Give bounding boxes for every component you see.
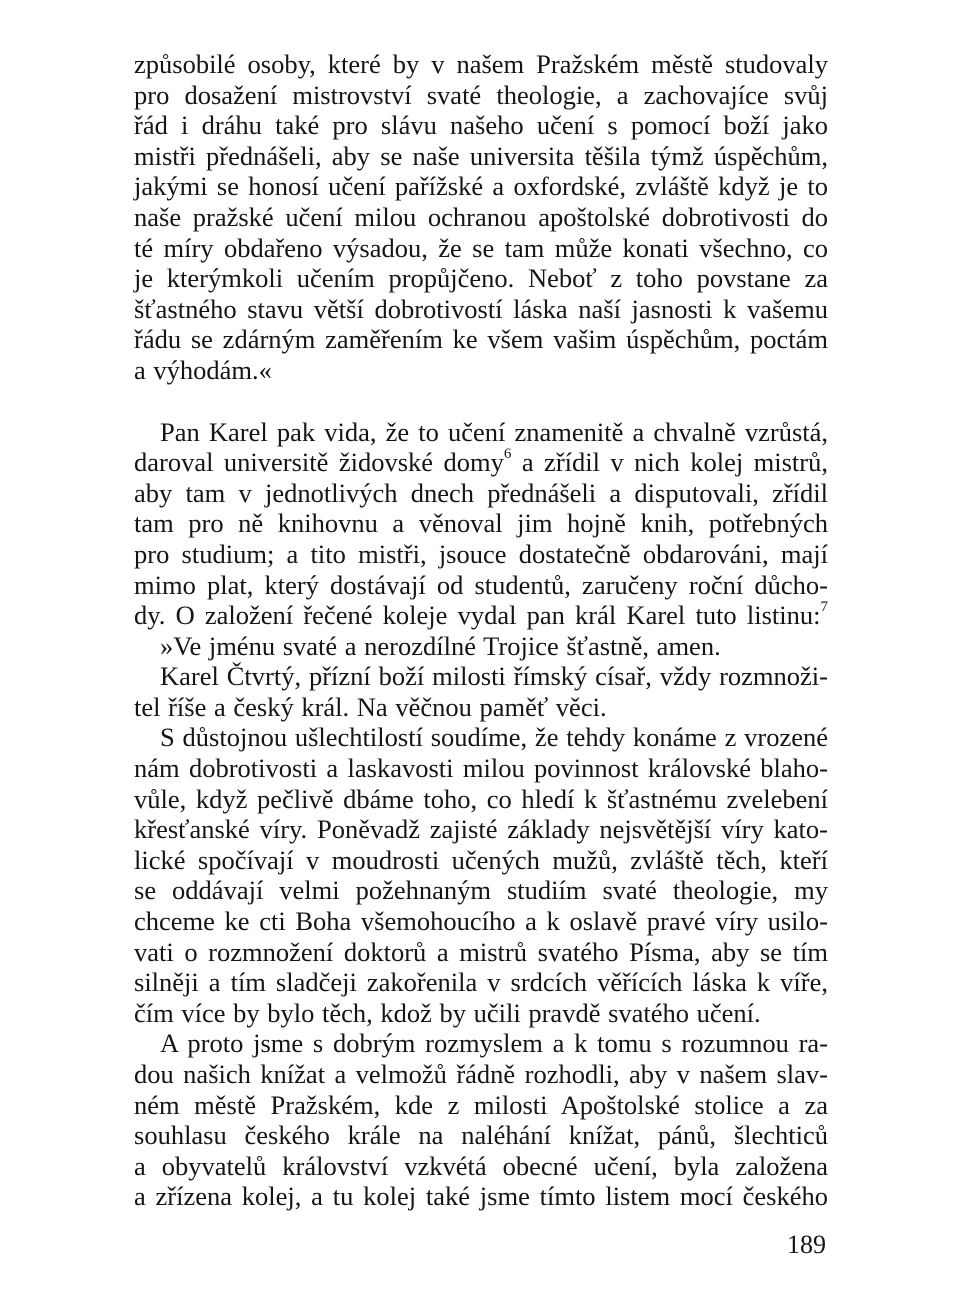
text-line: a výhodám.« xyxy=(134,354,272,385)
text-line: pro studium; a tito mistři, jsouce dostatečně obdarováni, mají xyxy=(134,538,828,569)
text-line: aby tam v jednotlivých dnech přednášeli a disputovali, zřídil xyxy=(134,477,828,508)
text-line: dou našich knížat a velmožů řádně rozhodli, aby v našem slav- xyxy=(134,1059,828,1089)
text-line xyxy=(134,447,828,478)
text-line: »Ve jménu svaté a nerozdílné Trojice šťastně, amen. xyxy=(160,630,721,661)
text-line: jakými se honosí učení pařížské a oxfordské, zvláště když je to xyxy=(134,171,828,202)
page-number: 189 xyxy=(787,1230,826,1259)
text-line: křesťanské víry. Poněvadž zajisté základy nejsvětější víry kato- xyxy=(134,814,828,845)
text-line: řádu se zdárným zaměřením ke všem vašim úspěchům, poctám xyxy=(134,324,828,355)
text-fragment: a zřídil v nich kolej mistrů, xyxy=(511,447,828,478)
text-line: naše pražské učení milou ochranou apoštolské dobrotivosti do xyxy=(134,201,828,232)
text-line: ném městě Pražském, kde z milosti Apoštolské stolice a za xyxy=(134,1089,828,1120)
text-line: řád i dráhu také pro slávu našeho učení s pomocí boží jako xyxy=(134,110,828,141)
text-line: silněji a tím sladčeji zakořenila v srdcích věřících láska k víře, xyxy=(134,967,828,998)
book-page-text xyxy=(134,49,828,1212)
text-line: čím více by bylo těch, kdož by učili pravdě svatého učení. xyxy=(134,997,761,1028)
text-line: je kterýmkoli učením propůjčeno. Neboť z toho povstane za xyxy=(134,263,828,294)
text-line: mimo plat, který dostávají od studentů, zaručeny roční důcho- xyxy=(134,569,828,600)
text-line: Karel Čtvrtý, přízní boží milosti římský císař, vždy rozmnoži- xyxy=(160,661,828,692)
text-line: tam pro ně knihovnu a věnoval jim hojně knih, potřebných xyxy=(134,508,828,539)
paragraph-4 xyxy=(134,661,828,722)
footnote-reference: 6 xyxy=(503,446,512,463)
text-fragment: dy. O založení řečené koleje vydal pan král Karel tuto listinu: xyxy=(134,600,821,631)
text-line: způsobilé osoby, které by v našem Pražském městě studovaly xyxy=(134,49,828,79)
text-line: A proto jsme s dobrým rozmyslem a k tomu s rozumnou ra- xyxy=(160,1028,828,1059)
text-line: a zřízena kolej, a tu kolej také jsme tímto listem mocí českého xyxy=(134,1181,828,1212)
text-line: vůle, když pečlivě dbáme toho, co hledí k šťastnému zvelebení xyxy=(134,783,828,814)
text-line: mistři přednášeli, aby se naše universita těšila týmž úspěchům, xyxy=(134,140,828,171)
text-line: nám dobrotivosti a laskavosti milou povinnost královské blaho- xyxy=(134,753,828,784)
text-line: a obyvatelů království vzkvétá obecné učení, byla založena xyxy=(134,1150,828,1181)
paragraph-6 xyxy=(134,1028,828,1212)
paragraph-3 xyxy=(134,631,828,662)
section-gap xyxy=(134,386,828,417)
text-line xyxy=(134,600,828,631)
text-fragment: daroval universitě židovské domy xyxy=(134,447,504,478)
text-line: tel říše a český král. Na věčnou paměť věci. xyxy=(134,691,607,722)
text-line: lické spočívají v moudrosti učených mužů, zvláště těch, kteří xyxy=(134,844,828,875)
paragraph-1 xyxy=(134,49,828,386)
text-line: pro dosažení mistrovství svaté theologie, a zachovajíce svůj xyxy=(134,79,828,110)
text-line: té míry obdařeno výsadou, že se tam může konati všechno, co xyxy=(134,232,828,263)
text-line: šťastného stavu větší dobrotivostí láska naší jasnosti k vašemu xyxy=(134,293,828,324)
footnote-reference: 7 xyxy=(820,599,828,616)
text-line: vati o rozmnožení doktorů a mistrů svatého Písma, aby se tím xyxy=(134,936,828,967)
text-line: S důstojnou ušlechtilostí soudíme, že tehdy konáme z vrozené xyxy=(160,722,828,753)
paragraph-5 xyxy=(134,722,828,1028)
text-line: chceme ke cti Boha všemohoucího a k oslavě pravé víry usilo- xyxy=(134,906,828,937)
paragraph-2 xyxy=(134,417,828,631)
text-line: Pan Karel pak vida, že to učení znamenitě a chvalně vzrůstá, xyxy=(160,416,828,447)
text-line: souhlasu českého krále na naléhání knížat, pánů, šlechticů xyxy=(134,1120,828,1151)
text-line: se oddávají velmi požehnaným studiím svaté theologie, my xyxy=(134,875,828,906)
